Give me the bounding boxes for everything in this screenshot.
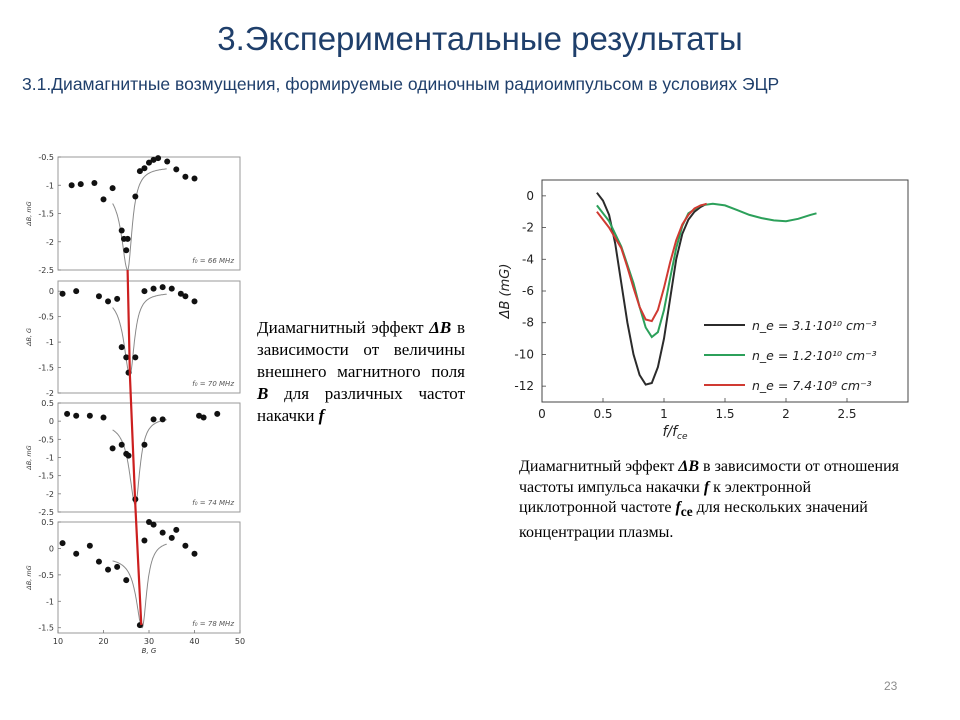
y-tick-label: 0 (48, 287, 54, 297)
slide-title: 3.Экспериментальные результаты (217, 20, 743, 57)
x-axis-label: $f/f_{ce}$ (662, 424, 688, 442)
y-tick-label: -0.5 (38, 435, 54, 445)
y-tick-label: -1 (46, 181, 54, 191)
panel-frequency-label: f₀ = 66 MHz (192, 257, 234, 265)
legend-label-0: n_e = 3.1·10¹⁰ cm⁻³ (752, 318, 877, 333)
legend-label-2: n_e = 7.4·10⁹ cm⁻³ (752, 378, 872, 393)
y-tick-label: -0.5 (38, 570, 54, 580)
left-caption-text1: Диамагнитный эффект (257, 318, 430, 337)
x-tick-label: 1 (660, 407, 668, 421)
y-tick-label: -0.5 (38, 312, 54, 322)
y-tick-label: -12 (514, 379, 534, 394)
y-tick-label: -0.5 (38, 153, 54, 162)
panel-frequency-label: f₀ = 70 MHz (192, 380, 234, 388)
slide-subtitle: 3.1.Диамагнитные возмущения, формируемые одиночным радиоимпульсом в условиях ЭЦР (22, 74, 780, 94)
x-tick-label: 40 (189, 637, 200, 646)
x-axis-label: B, G (141, 647, 157, 655)
y-axis-label: ΔB, G (25, 327, 33, 347)
x-axis-label-sub: ce (677, 432, 688, 442)
right-caption-text3: к электронной циклотронной частоте (519, 478, 812, 516)
legend-label-1: n_e = 1.2·10¹⁰ cm⁻³ (752, 348, 877, 363)
y-tick-label: 0 (48, 417, 54, 427)
y-tick-label: -4 (522, 252, 534, 267)
x-tick-label: 50 (234, 637, 246, 646)
y-axis-label: ΔB (mG) (498, 263, 513, 319)
panel-frequency-label: f₀ = 74 MHz (192, 499, 234, 507)
x-tick-label: 10 (52, 637, 64, 646)
right-caption (519, 457, 899, 543)
right-caption-bold3-sub: ce (680, 504, 693, 520)
y-tick-label: -1.5 (38, 209, 54, 219)
left-caption-text2: в зависимости от величины внешнего магнитного поля (257, 318, 466, 381)
y-tick-label: -2 (46, 489, 54, 499)
y-tick-label: -6 (522, 284, 534, 298)
y-tick-label: -1 (46, 597, 54, 607)
left-caption (257, 317, 465, 427)
y-tick-label: -2.5 (38, 266, 54, 275)
y-tick-label: -1.5 (38, 363, 54, 373)
y-tick-label: -2.5 (38, 508, 54, 517)
right-caption-bold1: ΔB (678, 458, 700, 475)
y-tick-label: -1 (46, 338, 54, 348)
right-caption-text4: для нескольких значений концентрации плазмы. (519, 499, 868, 541)
x-tick-label: 30 (143, 637, 155, 646)
x-tick-label: 0.5 (593, 407, 613, 421)
panel-frequency-label: f₀ = 78 MHz (192, 620, 234, 628)
right-caption-bold3: f (675, 499, 681, 516)
y-tick-label: -2 (522, 220, 534, 235)
right-caption-text2: в зависимости от отношения частоты импульса накачки (519, 458, 899, 496)
x-tick-label: 2 (782, 407, 790, 421)
x-tick-label: 0 (538, 407, 546, 421)
y-axis-label: ΔB, mG (25, 201, 33, 226)
y-tick-label: 0.5 (41, 399, 54, 408)
y-tick-label: -1.5 (38, 471, 54, 481)
y-tick-label: 0 (48, 544, 54, 554)
y-tick-label: -2 (46, 237, 54, 247)
y-axis-label: ΔB, mG (25, 565, 33, 590)
y-tick-label: 0.5 (41, 518, 54, 527)
right-caption-text1: Диамагнитный эффект (519, 458, 679, 475)
y-tick-label: -1.5 (38, 623, 54, 633)
x-tick-label: 20 (98, 637, 109, 646)
left-caption-bold2: B (257, 384, 269, 403)
x-tick-label: 2.5 (837, 407, 857, 421)
y-tick-label: -1 (46, 453, 54, 463)
left-caption-bold3: f (318, 406, 325, 425)
right-caption-bold2: f (703, 478, 710, 496)
y-axis-label: ΔB, mG (25, 445, 33, 470)
y-tick-label: 0 (526, 188, 534, 203)
page-number: 23 (884, 679, 898, 693)
left-caption-bold1: ΔB (429, 318, 452, 337)
y-tick-label: -10 (514, 347, 534, 362)
x-tick-label: 1.5 (715, 407, 735, 421)
y-tick-label: -8 (522, 315, 534, 330)
y-tick-label: -2 (46, 389, 54, 398)
left-caption-text3: для различных частот накачки (257, 384, 465, 425)
